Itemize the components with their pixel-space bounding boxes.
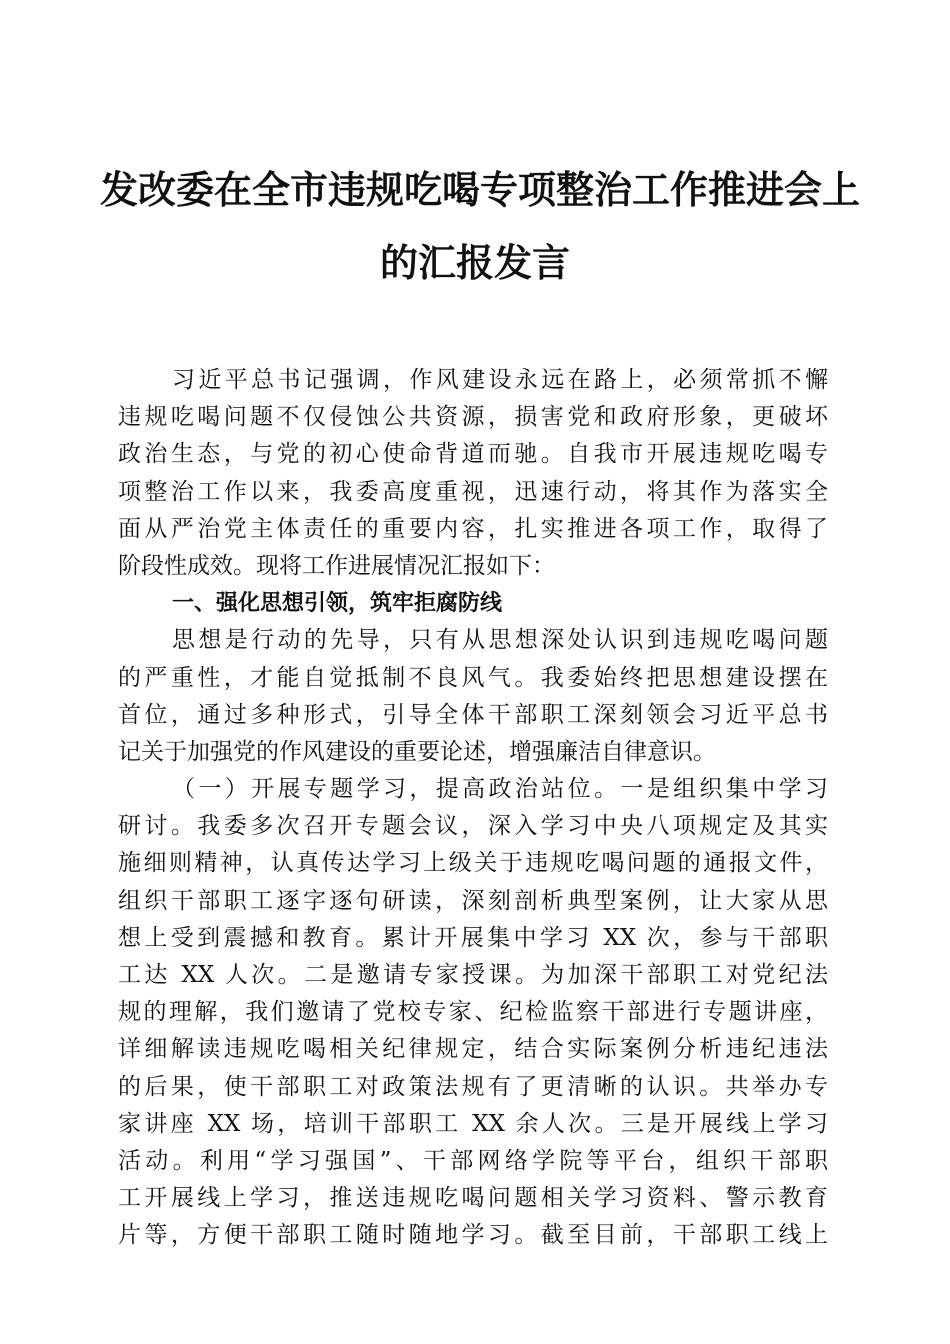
body-line: 首位，通过多种形式，引导全体干部职工深刻领会习近平总书 [118,701,828,728]
body-line: 的严重性，才能自觉抵制不良风气。我委始终把思想建设摆在 [118,664,828,691]
body-line: 违规吃喝问题不仅侵蚀公共资源，损害党和政府形象，更破坏 [118,404,828,431]
document-title-line-2: 的汇报发言 [379,240,570,285]
body-line: 记关于加强党的作风建设的重要论述，增强廉洁自律意识。 [118,738,716,765]
body-line: 工达 XX 人次。二是邀请专家授课。为加深干部职工对党纪法 [118,962,828,988]
body-line: 习近平总书记强调，作风建设永远在路上，必须常抓不懈 [172,367,828,393]
body-line: 工开展线上学习，推送违规吃喝问题相关学习资料、警示教育 [118,1185,828,1212]
body-line: 阶段性成效。现将工作进展情况汇报如下： [118,552,555,579]
body-line: 想上受到震撼和教育。累计开展集中学习 XX 次，参与干部职 [118,924,828,951]
body-line: 组织干部职工逐字逐句研读，深刻剖析典型案例，让大家从思 [118,887,828,914]
body-line: 详细解读违规吃喝相关纪律规定，结合实际案例分析违纪违法 [118,1036,828,1063]
document-body [118,362,828,1255]
body-line: 家讲座 XX 场，培训干部职工 XX 余人次。三是开展线上学习 [118,1110,828,1137]
section-heading: 一、强化思想引领，筑牢拒腐防线 [172,591,503,617]
body-line: 活动。利用“学习强国”、干部网络学院等平台，组织干部职 [118,1147,828,1174]
document-title-line-1: 发改委在全市违规吃喝专项整治工作推进会上 [100,167,861,212]
subsection-line: （一）开展专题学习，提高政治站位。一是组织集中学习 [172,776,828,803]
body-line: 面从严治党主体责任的重要内容，扎实推进各项工作，取得了 [118,515,828,542]
body-line: 思想是行动的先导，只有从思想深处认识到违规吃喝问题 [172,627,828,654]
body-line: 研讨。我委多次召开专题会议，深入学习中央八项规定及其实 [118,813,828,840]
body-line: 施细则精神，认真传达学习上级关于违规吃喝问题的通报文件， [118,850,828,877]
body-line: 片等，方便干部职工随时随地学习。截至目前，干部职工线上 [118,1222,828,1249]
body-line: 项整治工作以来，我委高度重视，迅速行动，将其作为落实全 [118,478,828,505]
body-line: 政治生态，与党的初心使命背道而驰。自我市开展违规吃喝专 [118,441,828,468]
body-line: 规的理解，我们邀请了党校专家、纪检监察干部进行专题讲座， [118,999,828,1026]
body-line: 的后果，使干部职工对政策法规有了更清晰的认识。共举办专 [118,1073,828,1100]
